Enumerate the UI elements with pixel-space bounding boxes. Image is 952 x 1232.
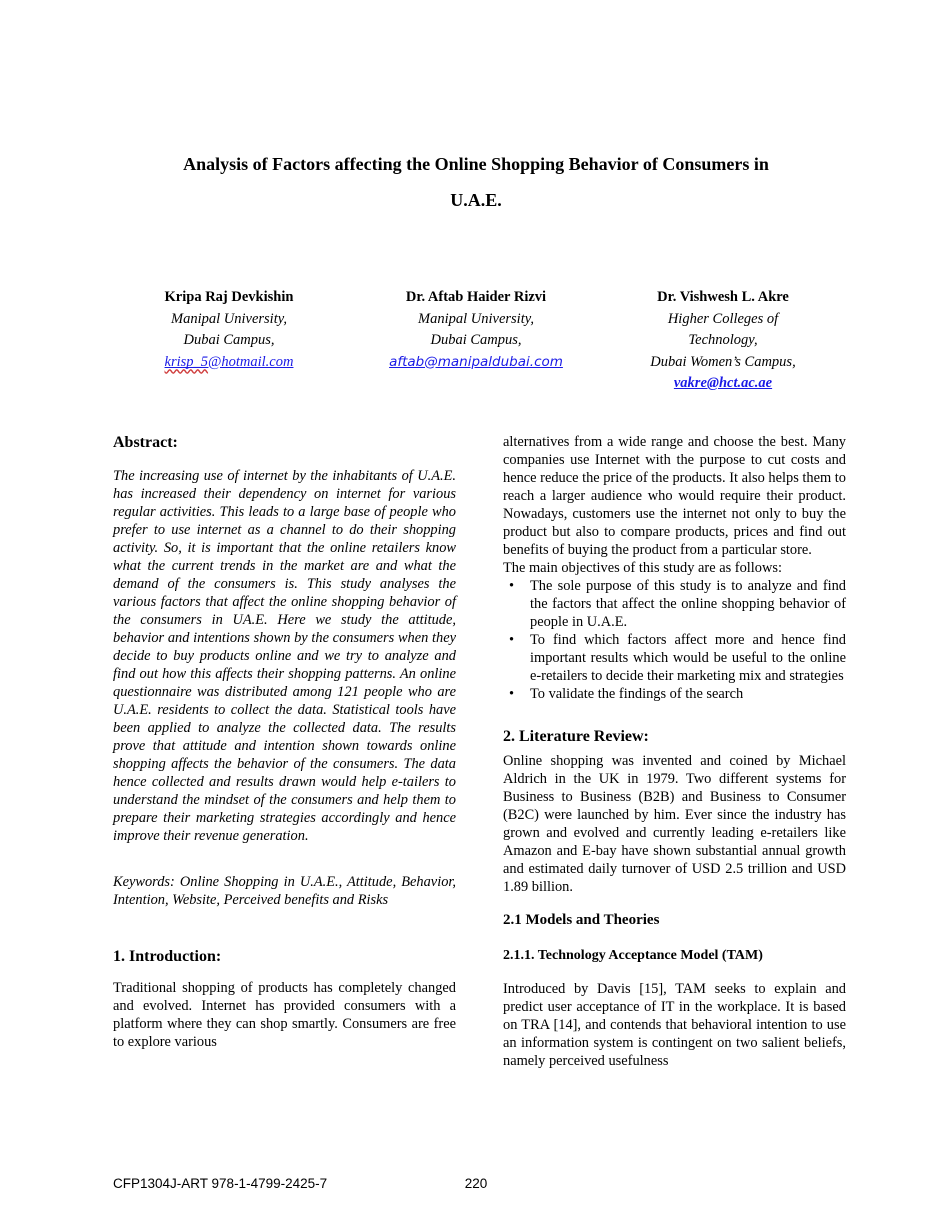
tam-heading: 2.1.1. Technology Acceptance Model (TAM) [503, 948, 763, 963]
author-affiliation-line: Dubai Women’s Campus, [650, 353, 796, 370]
abstract-heading: Abstract: [113, 434, 178, 451]
objective-item [503, 577, 846, 631]
tam-text: Introduced by Davis [15], TAM seeks to explain and predict user acceptance of IT in the workplace. It is based on TRA [14], and contends that behavioral intention to use an information system is contingent on two salient beliefs, namely perceived usefulness [503, 981, 846, 1069]
left-column [113, 433, 456, 1051]
introduction-heading: 1. Introduction: [113, 948, 222, 965]
author-affiliation-line: Dubai Campus, [183, 332, 275, 348]
body-paragraph: alternatives from a wide range and choose the best. Many companies use Internet with the purpose to cut costs and hence reduce the price of the products. It also helps them to reach a larger audience who would require their product. Nowadays, customers use the internet not only to buy the product but also to compare products, prices and find out benefits of buying the product from a particular store. [503, 434, 846, 558]
literature-review-text: Online shopping was invented and coined by Michael Aldrich in the UK in 1979. Two different systems for Business to Business (B2B) and Business to Consumer (B2C) were launched by him. Ever since the industry has grown and evolved and currently leading e-retailers like Amazon and E-bay have shown substantial annual growth and estimated daily turnover of USD 2.5 trillion and USD 1.89 billion. [503, 753, 846, 895]
paper-title-line-1: Analysis of Factors affecting the Online Shopping Behavior of Consumers in [183, 154, 769, 174]
objectives-list [503, 577, 846, 703]
objective-item [503, 631, 846, 685]
introduction-text: Traditional shopping of products has completely changed and evolved. Internet has provided consumers with a platform where they can shop smartly. Consumers are free to explore various [113, 980, 456, 1050]
bullet-icon: • [509, 578, 515, 594]
author-affiliation-line: Manipal University, [171, 310, 287, 327]
author-card-2 [353, 287, 599, 395]
author-card-3 [600, 287, 846, 395]
footer-isbn: CFP1304J-ART 978-1-4799-2425-7 [113, 1176, 328, 1191]
author-affiliation-line: Manipal University, [418, 310, 534, 327]
author-affiliation-line: Dubai Campus, [430, 332, 522, 348]
right-column [503, 433, 846, 1070]
bullet-icon: • [509, 632, 515, 648]
author-email-link[interactable]: vakre@hct.ac.ae [673, 375, 773, 391]
literature-review-heading: 2. Literature Review: [503, 728, 649, 745]
objective-text: To validate the findings of the search [530, 686, 744, 702]
author-name: Kripa Raj Devkishin [164, 289, 294, 305]
objectives-intro: The main objectives of this study are as follows: [503, 560, 782, 576]
objective-text: The sole purpose of this study is to analyze and find the factors that affect the online shopping behavior of people in U.A.E. [530, 578, 846, 630]
author-name: Dr. Aftab Haider Rizvi [405, 289, 547, 305]
email-user-part: krisp_5 [164, 353, 209, 370]
abstract-text: The increasing use of internet by the inhabitants of U.A.E. has increased their dependency on internet for various regular activities. This leads to a large base of people who prefer to use internet as a channel to do their shopping activity. So, it is important that the online retailers know what the current trends in the market are and what the demand of the consumers is. This study analyses the various factors that affect the online shopping behavior of the consumers in UA.E. Here we study the attitude, behavior and intentions shown by the consumers when they decide to buy products online and we try to analyze and find out how this affects their shopping patterns. An online questionnaire was distributed among 121 people who are U.A.E. residents to collect the data. Statistical tools have been applied to analyze the collected data. The results prove that attitude and intention shown towards online shopping affects the behavior of the consumers. The data hence collected and results drawn would help e-tailers to understand the mindset of the consumers and help them to prepare their marketing strategies accordingly and hence improve their revenue generation. [113, 468, 456, 844]
author-name: Dr. Vishwesh L. Akre [657, 289, 789, 305]
author-affiliation-line: Higher Colleges of [667, 310, 779, 327]
objective-text: To find which factors affect more and hence find important results which would be useful to the online e-retailers to decide their marketing mix and strategies [530, 632, 846, 684]
author-email-link[interactable]: aftab@manipaldubai.com [389, 353, 563, 370]
paper-title [60, 146, 892, 218]
author-affiliation-line: Technology, [688, 332, 758, 348]
models-theories-heading: 2.1 Models and Theories [503, 912, 660, 928]
keywords-text: Keywords: Online Shopping in U.A.E., Attitude, Behavior, Intention, Website, Perceived benefits and Risks [113, 874, 456, 908]
objective-item [503, 685, 846, 703]
paper-title-line-2: U.A.E. [450, 190, 502, 210]
footer-page-number: 220 [464, 1176, 488, 1191]
bullet-icon: • [509, 686, 515, 702]
email-domain-part: @hotmail.com [208, 353, 294, 370]
author-block [106, 287, 846, 395]
author-card-1 [106, 287, 352, 395]
author-email-link[interactable] [165, 354, 294, 370]
